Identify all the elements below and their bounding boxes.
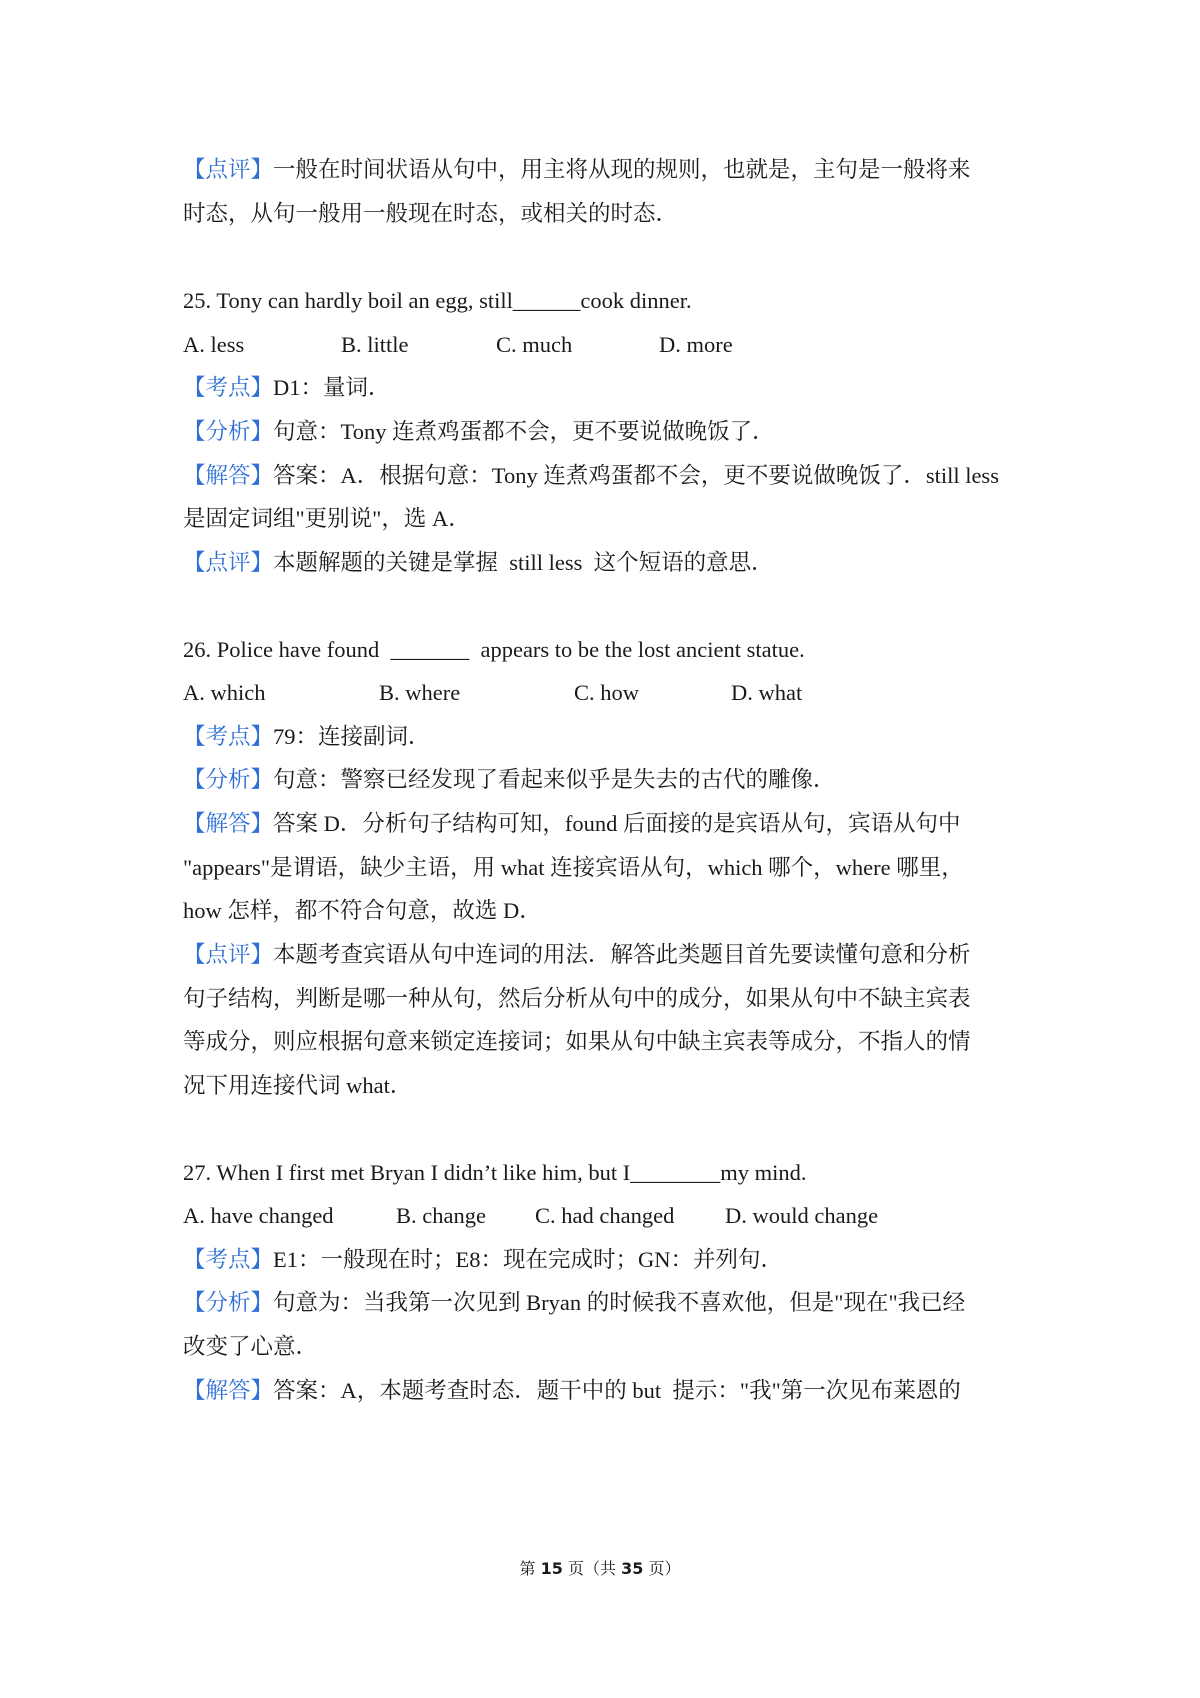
option-a: A. which — [183, 680, 266, 705]
stem-text: 27. When I first met Bryan I didn’t like him, but I — [183, 1160, 631, 1185]
kaodian-text: D1：量词． — [273, 375, 391, 400]
comment-text: 本题解题的关键是掌握 still less 这个短语的意思． — [273, 550, 774, 575]
stem-text: 26. Police have found — [183, 637, 391, 662]
option-d: D. what — [731, 680, 803, 705]
comment-tag: 【点评】 — [183, 157, 274, 182]
kaodian-tag: 【考点】 — [183, 724, 274, 749]
comment-line — [183, 1071, 412, 1101]
option-c: C. had changed — [535, 1203, 675, 1228]
answer-blank: ________ — [630, 1160, 721, 1185]
comment-line — [183, 548, 774, 578]
kaodian-line — [183, 722, 431, 752]
option-b: B. where — [379, 680, 461, 705]
option-b: B. little — [341, 332, 409, 357]
footer-text: 页（共 — [562, 1559, 622, 1578]
option-b: B. change — [396, 1203, 486, 1228]
option-a: A. less — [183, 332, 245, 357]
jieda-tag: 【解答】 — [183, 1378, 274, 1403]
jieda-text: 答案：A，本题考查时态．题干中的 but 提示："我"第一次见布莱恩的 — [273, 1378, 961, 1403]
comment-line — [183, 1027, 971, 1057]
jieda-line — [183, 853, 964, 883]
comment-text: 句子结构，判断是哪一种从句，然后分析从句中的成分，如果从句中不缺主宾表 — [183, 986, 971, 1011]
fenxi-tag: 【分析】 — [183, 419, 274, 444]
comment-tag: 【点评】 — [183, 942, 274, 967]
jieda-line — [183, 504, 471, 534]
answer-blank: ______ — [512, 288, 581, 313]
question-25-stem — [183, 286, 692, 316]
option-c: C. much — [496, 332, 573, 357]
stem-text: my mind. — [720, 1160, 807, 1185]
jieda-text: how 怎样，都不符合句意，故选 D． — [183, 898, 542, 923]
option-d: D. would change — [725, 1203, 879, 1228]
jieda-text: 答案 D．分析句子结构可知，found 后面接的是宾语从句，宾语从句中 — [273, 811, 961, 836]
fenxi-text: 句意：警察已经发现了看起来似乎是失去的古代的雕像． — [273, 767, 836, 792]
page-number: 15 — [540, 1559, 563, 1578]
fenxi-tag: 【分析】 — [183, 767, 274, 792]
question-27-options — [183, 1201, 1028, 1231]
footer-text: 第 — [519, 1559, 541, 1578]
kaodian-line — [183, 373, 391, 403]
comment-line — [183, 984, 971, 1014]
question-26-options — [183, 678, 1028, 708]
fenxi-text: 句意：Tony 连煮鸡蛋都不会，更不要说做晚饭了． — [273, 419, 775, 444]
comment-text: 一般在时间状语从句中，用主将从现的规则，也就是，主句是一般将来 — [273, 157, 971, 182]
stem-text: cook dinner. — [580, 288, 692, 313]
option-a: A. have changed — [183, 1203, 334, 1228]
comment-tag: 【点评】 — [183, 550, 274, 575]
comment-text: 况下用连接代词 what． — [183, 1073, 413, 1098]
stem-text: 25. Tony can hardly boil an egg, still — [183, 288, 513, 313]
fenxi-text: 句意为：当我第一次见到 Bryan 的时候我不喜欢他，但是"现在"我已经 — [273, 1290, 966, 1315]
page-footer — [0, 1556, 1200, 1579]
fenxi-line — [183, 417, 775, 447]
jieda-line — [183, 1376, 961, 1406]
total-pages: 35 — [621, 1559, 644, 1578]
question-26-stem — [183, 635, 805, 665]
jieda-line — [183, 461, 999, 491]
question-25-options — [183, 330, 1028, 360]
kaodian-tag: 【考点】 — [183, 1247, 274, 1272]
jieda-line — [183, 896, 542, 926]
comment-line — [183, 155, 971, 185]
answer-blank: _______ — [390, 637, 470, 662]
jieda-text: "appears"是谓语，缺少主语，用 what 连接宾语从句，which 哪个，where 哪里， — [183, 855, 964, 880]
jieda-text: 是固定词组"更别说"，选 A． — [183, 506, 471, 531]
fenxi-line — [183, 1288, 965, 1318]
fenxi-tag: 【分析】 — [183, 1290, 274, 1315]
comment-line — [183, 940, 971, 970]
comment-text: 时态，从句一般用一般现在时态，或相关的时态． — [183, 201, 679, 226]
kaodian-text: 79：连接副词． — [273, 724, 431, 749]
kaodian-text: E1：一般现在时；E8：现在完成时；GN：并列句． — [273, 1247, 784, 1272]
jieda-tag: 【解答】 — [183, 463, 274, 488]
jieda-line — [183, 809, 961, 839]
jieda-tag: 【解答】 — [183, 811, 274, 836]
comment-line — [183, 199, 678, 229]
jieda-text: 答案：A．根据句意：Tony 连煮鸡蛋都不会，更不要说做晚饭了．still less — [273, 463, 999, 488]
kaodian-tag: 【考点】 — [183, 375, 274, 400]
fenxi-line — [183, 765, 836, 795]
comment-text: 等成分，则应根据句意来锁定连接词；如果从句中缺主宾表等成分，不指人的情 — [183, 1029, 971, 1054]
comment-text: 本题考查宾语从句中连词的用法．解答此类题目首先要读懂句意和分析 — [273, 942, 971, 967]
fenxi-line — [183, 1332, 318, 1362]
fenxi-text: 改变了心意． — [183, 1334, 319, 1359]
question-27-stem — [183, 1158, 807, 1188]
option-c: C. how — [574, 680, 640, 705]
option-d: D. more — [659, 332, 733, 357]
kaodian-line — [183, 1245, 783, 1275]
footer-text: 页） — [643, 1559, 681, 1578]
stem-text: appears to be the lost ancient statue. — [469, 637, 805, 662]
